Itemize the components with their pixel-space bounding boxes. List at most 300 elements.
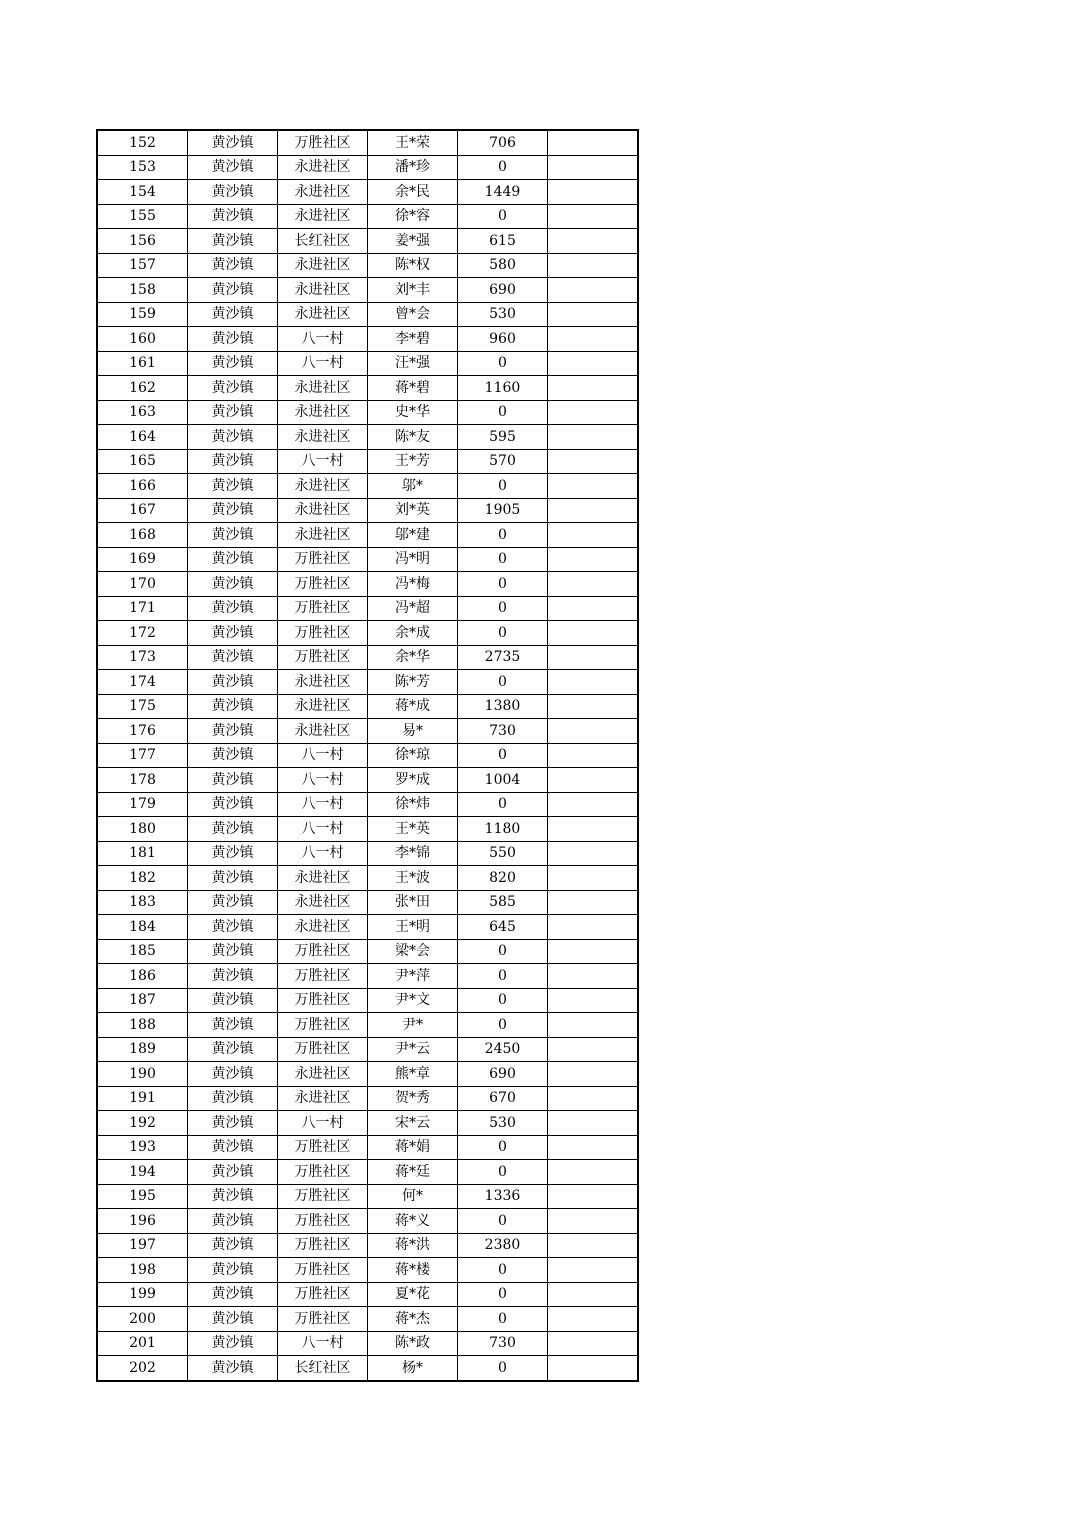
cell-remark bbox=[548, 204, 639, 229]
cell-town: 黄沙镇 bbox=[188, 915, 278, 940]
cell-town: 黄沙镇 bbox=[188, 1013, 278, 1038]
cell-amount: 595 bbox=[458, 425, 548, 450]
cell-remark bbox=[548, 621, 639, 646]
cell-amount: 0 bbox=[458, 1356, 548, 1381]
cell-seq: 189 bbox=[97, 1037, 188, 1062]
cell-amount: 2380 bbox=[458, 1233, 548, 1258]
cell-community: 永进社区 bbox=[278, 719, 368, 744]
table-row bbox=[97, 670, 638, 695]
cell-remark bbox=[548, 1062, 639, 1087]
cell-amount: 530 bbox=[458, 1111, 548, 1136]
cell-town: 黄沙镇 bbox=[188, 130, 278, 155]
cell-name: 熊*章 bbox=[368, 1062, 458, 1087]
cell-town: 黄沙镇 bbox=[188, 155, 278, 180]
cell-amount: 580 bbox=[458, 253, 548, 278]
cell-name: 冯*明 bbox=[368, 547, 458, 572]
cell-name: 蒋*义 bbox=[368, 1209, 458, 1234]
cell-community: 永进社区 bbox=[278, 498, 368, 523]
cell-remark bbox=[548, 792, 639, 817]
cell-name: 蒋*娟 bbox=[368, 1135, 458, 1160]
cell-remark bbox=[548, 400, 639, 425]
table-row bbox=[97, 130, 638, 155]
cell-seq: 162 bbox=[97, 376, 188, 401]
table-row bbox=[97, 1331, 638, 1356]
cell-seq: 160 bbox=[97, 327, 188, 352]
cell-name: 陈*政 bbox=[368, 1331, 458, 1356]
cell-seq: 197 bbox=[97, 1233, 188, 1258]
table-row bbox=[97, 351, 638, 376]
cell-seq: 200 bbox=[97, 1307, 188, 1332]
cell-community: 万胜社区 bbox=[278, 645, 368, 670]
cell-seq: 158 bbox=[97, 278, 188, 303]
cell-community: 八一村 bbox=[278, 351, 368, 376]
cell-seq: 183 bbox=[97, 890, 188, 915]
cell-seq: 187 bbox=[97, 988, 188, 1013]
cell-name: 蒋*成 bbox=[368, 694, 458, 719]
cell-community: 永进社区 bbox=[278, 890, 368, 915]
table-row bbox=[97, 376, 638, 401]
cell-remark bbox=[548, 547, 639, 572]
table-row bbox=[97, 1111, 638, 1136]
cell-remark bbox=[548, 817, 639, 842]
cell-town: 黄沙镇 bbox=[188, 547, 278, 572]
cell-amount: 0 bbox=[458, 547, 548, 572]
cell-community: 永进社区 bbox=[278, 302, 368, 327]
table-row bbox=[97, 1037, 638, 1062]
cell-town: 黄沙镇 bbox=[188, 253, 278, 278]
cell-remark bbox=[548, 841, 639, 866]
cell-name: 蒋*楼 bbox=[368, 1258, 458, 1283]
table-row bbox=[97, 768, 638, 793]
cell-name: 蒋*洪 bbox=[368, 1233, 458, 1258]
cell-seq: 165 bbox=[97, 449, 188, 474]
cell-name: 王*荣 bbox=[368, 130, 458, 155]
cell-amount: 0 bbox=[458, 474, 548, 499]
cell-name: 徐*炜 bbox=[368, 792, 458, 817]
cell-seq: 182 bbox=[97, 866, 188, 891]
cell-seq: 176 bbox=[97, 719, 188, 744]
cell-amount: 0 bbox=[458, 1307, 548, 1332]
cell-name: 张*田 bbox=[368, 890, 458, 915]
cell-seq: 163 bbox=[97, 400, 188, 425]
cell-amount: 0 bbox=[458, 1258, 548, 1283]
cell-amount: 0 bbox=[458, 1135, 548, 1160]
cell-name: 邬*建 bbox=[368, 523, 458, 548]
cell-remark bbox=[548, 1013, 639, 1038]
table-row bbox=[97, 1258, 638, 1283]
cell-name: 潘*珍 bbox=[368, 155, 458, 180]
cell-seq: 192 bbox=[97, 1111, 188, 1136]
cell-community: 万胜社区 bbox=[278, 964, 368, 989]
cell-community: 长红社区 bbox=[278, 1356, 368, 1381]
cell-name: 王*芳 bbox=[368, 449, 458, 474]
cell-remark bbox=[548, 449, 639, 474]
cell-town: 黄沙镇 bbox=[188, 474, 278, 499]
cell-amount: 1336 bbox=[458, 1184, 548, 1209]
cell-remark bbox=[548, 1184, 639, 1209]
cell-remark bbox=[548, 572, 639, 597]
cell-town: 黄沙镇 bbox=[188, 1062, 278, 1087]
table-row bbox=[97, 645, 638, 670]
cell-town: 黄沙镇 bbox=[188, 1086, 278, 1111]
table-row bbox=[97, 253, 638, 278]
cell-amount: 0 bbox=[458, 572, 548, 597]
cell-name: 陈*权 bbox=[368, 253, 458, 278]
cell-remark bbox=[548, 229, 639, 254]
cell-amount: 0 bbox=[458, 204, 548, 229]
cell-seq: 179 bbox=[97, 792, 188, 817]
table-row bbox=[97, 547, 638, 572]
cell-remark bbox=[548, 694, 639, 719]
cell-community: 万胜社区 bbox=[278, 1258, 368, 1283]
table-row bbox=[97, 474, 638, 499]
cell-amount: 530 bbox=[458, 302, 548, 327]
cell-town: 黄沙镇 bbox=[188, 1111, 278, 1136]
cell-name: 尹*萍 bbox=[368, 964, 458, 989]
cell-remark bbox=[548, 180, 639, 205]
table-row bbox=[97, 425, 638, 450]
table-row bbox=[97, 229, 638, 254]
cell-seq: 169 bbox=[97, 547, 188, 572]
cell-amount: 0 bbox=[458, 1209, 548, 1234]
cell-community: 永进社区 bbox=[278, 400, 368, 425]
cell-seq: 171 bbox=[97, 596, 188, 621]
cell-remark bbox=[548, 523, 639, 548]
cell-community: 万胜社区 bbox=[278, 1013, 368, 1038]
cell-town: 黄沙镇 bbox=[188, 866, 278, 891]
table-row bbox=[97, 278, 638, 303]
cell-town: 黄沙镇 bbox=[188, 523, 278, 548]
cell-community: 永进社区 bbox=[278, 694, 368, 719]
cell-town: 黄沙镇 bbox=[188, 890, 278, 915]
cell-remark bbox=[548, 866, 639, 891]
cell-amount: 615 bbox=[458, 229, 548, 254]
cell-town: 黄沙镇 bbox=[188, 768, 278, 793]
table-row bbox=[97, 302, 638, 327]
cell-town: 黄沙镇 bbox=[188, 1037, 278, 1062]
cell-town: 黄沙镇 bbox=[188, 180, 278, 205]
cell-community: 万胜社区 bbox=[278, 1282, 368, 1307]
cell-seq: 168 bbox=[97, 523, 188, 548]
cell-name: 李*锦 bbox=[368, 841, 458, 866]
cell-amount: 730 bbox=[458, 1331, 548, 1356]
table-row bbox=[97, 743, 638, 768]
cell-remark bbox=[548, 1037, 639, 1062]
cell-remark bbox=[548, 1331, 639, 1356]
cell-seq: 196 bbox=[97, 1209, 188, 1234]
cell-name: 贺*秀 bbox=[368, 1086, 458, 1111]
cell-remark bbox=[548, 1258, 639, 1283]
cell-town: 黄沙镇 bbox=[188, 621, 278, 646]
cell-seq: 194 bbox=[97, 1160, 188, 1185]
cell-town: 黄沙镇 bbox=[188, 939, 278, 964]
cell-amount: 0 bbox=[458, 621, 548, 646]
cell-amount: 670 bbox=[458, 1086, 548, 1111]
cell-community: 永进社区 bbox=[278, 180, 368, 205]
table-row bbox=[97, 866, 638, 891]
cell-town: 黄沙镇 bbox=[188, 229, 278, 254]
cell-community: 万胜社区 bbox=[278, 130, 368, 155]
table-row bbox=[97, 939, 638, 964]
cell-town: 黄沙镇 bbox=[188, 1356, 278, 1381]
cell-name: 刘*英 bbox=[368, 498, 458, 523]
cell-remark bbox=[548, 988, 639, 1013]
cell-remark bbox=[548, 596, 639, 621]
cell-remark bbox=[548, 327, 639, 352]
cell-name: 蒋*碧 bbox=[368, 376, 458, 401]
cell-remark bbox=[548, 964, 639, 989]
cell-community: 永进社区 bbox=[278, 915, 368, 940]
cell-town: 黄沙镇 bbox=[188, 964, 278, 989]
cell-community: 八一村 bbox=[278, 1331, 368, 1356]
cell-amount: 0 bbox=[458, 964, 548, 989]
cell-amount: 550 bbox=[458, 841, 548, 866]
cell-town: 黄沙镇 bbox=[188, 1233, 278, 1258]
cell-seq: 190 bbox=[97, 1062, 188, 1087]
cell-community: 万胜社区 bbox=[278, 1160, 368, 1185]
cell-remark bbox=[548, 1135, 639, 1160]
cell-seq: 161 bbox=[97, 351, 188, 376]
cell-name: 尹* bbox=[368, 1013, 458, 1038]
cell-name: 李*碧 bbox=[368, 327, 458, 352]
cell-seq: 154 bbox=[97, 180, 188, 205]
cell-name: 刘*丰 bbox=[368, 278, 458, 303]
cell-town: 黄沙镇 bbox=[188, 449, 278, 474]
cell-seq: 188 bbox=[97, 1013, 188, 1038]
cell-name: 徐*容 bbox=[368, 204, 458, 229]
table-row bbox=[97, 1307, 638, 1332]
cell-seq: 166 bbox=[97, 474, 188, 499]
cell-town: 黄沙镇 bbox=[188, 645, 278, 670]
table-row bbox=[97, 1233, 638, 1258]
cell-amount: 1380 bbox=[458, 694, 548, 719]
cell-community: 八一村 bbox=[278, 449, 368, 474]
cell-town: 黄沙镇 bbox=[188, 743, 278, 768]
cell-town: 黄沙镇 bbox=[188, 1184, 278, 1209]
cell-community: 永进社区 bbox=[278, 523, 368, 548]
cell-community: 永进社区 bbox=[278, 278, 368, 303]
cell-seq: 185 bbox=[97, 939, 188, 964]
cell-amount: 1004 bbox=[458, 768, 548, 793]
cell-amount: 645 bbox=[458, 915, 548, 940]
cell-name: 梁*会 bbox=[368, 939, 458, 964]
cell-amount: 0 bbox=[458, 351, 548, 376]
cell-community: 万胜社区 bbox=[278, 1037, 368, 1062]
cell-town: 黄沙镇 bbox=[188, 670, 278, 695]
cell-community: 永进社区 bbox=[278, 1086, 368, 1111]
cell-amount: 730 bbox=[458, 719, 548, 744]
cell-town: 黄沙镇 bbox=[188, 302, 278, 327]
table-row bbox=[97, 1160, 638, 1185]
cell-remark bbox=[548, 253, 639, 278]
cell-town: 黄沙镇 bbox=[188, 792, 278, 817]
cell-remark bbox=[548, 645, 639, 670]
cell-town: 黄沙镇 bbox=[188, 719, 278, 744]
cell-amount: 1160 bbox=[458, 376, 548, 401]
cell-name: 姜*强 bbox=[368, 229, 458, 254]
cell-town: 黄沙镇 bbox=[188, 1209, 278, 1234]
table-body bbox=[97, 130, 638, 1381]
cell-amount: 0 bbox=[458, 1282, 548, 1307]
cell-town: 黄沙镇 bbox=[188, 400, 278, 425]
cell-name: 陈*友 bbox=[368, 425, 458, 450]
cell-remark bbox=[548, 1086, 639, 1111]
cell-town: 黄沙镇 bbox=[188, 278, 278, 303]
cell-community: 万胜社区 bbox=[278, 1307, 368, 1332]
cell-remark bbox=[548, 939, 639, 964]
cell-name: 王*明 bbox=[368, 915, 458, 940]
cell-seq: 193 bbox=[97, 1135, 188, 1160]
table-row bbox=[97, 400, 638, 425]
cell-amount: 690 bbox=[458, 1062, 548, 1087]
cell-name: 尹*云 bbox=[368, 1037, 458, 1062]
cell-remark bbox=[548, 425, 639, 450]
cell-amount: 1905 bbox=[458, 498, 548, 523]
table-row bbox=[97, 1135, 638, 1160]
cell-amount: 2735 bbox=[458, 645, 548, 670]
table-row bbox=[97, 155, 638, 180]
cell-town: 黄沙镇 bbox=[188, 1307, 278, 1332]
cell-remark bbox=[548, 768, 639, 793]
cell-community: 八一村 bbox=[278, 817, 368, 842]
cell-town: 黄沙镇 bbox=[188, 988, 278, 1013]
cell-town: 黄沙镇 bbox=[188, 694, 278, 719]
cell-community: 永进社区 bbox=[278, 376, 368, 401]
cell-amount: 690 bbox=[458, 278, 548, 303]
cell-remark bbox=[548, 130, 639, 155]
cell-community: 永进社区 bbox=[278, 425, 368, 450]
cell-community: 永进社区 bbox=[278, 670, 368, 695]
table-row bbox=[97, 915, 638, 940]
cell-community: 万胜社区 bbox=[278, 547, 368, 572]
cell-remark bbox=[548, 719, 639, 744]
cell-amount: 570 bbox=[458, 449, 548, 474]
cell-amount: 0 bbox=[458, 988, 548, 1013]
table-row bbox=[97, 180, 638, 205]
cell-amount: 960 bbox=[458, 327, 548, 352]
cell-name: 蒋*廷 bbox=[368, 1160, 458, 1185]
cell-seq: 202 bbox=[97, 1356, 188, 1381]
table-row bbox=[97, 1062, 638, 1087]
cell-community: 万胜社区 bbox=[278, 1184, 368, 1209]
table-row bbox=[97, 890, 638, 915]
cell-name: 何* bbox=[368, 1184, 458, 1209]
table-row bbox=[97, 1013, 638, 1038]
table-row bbox=[97, 1356, 638, 1381]
cell-remark bbox=[548, 1307, 639, 1332]
cell-remark bbox=[548, 743, 639, 768]
cell-seq: 167 bbox=[97, 498, 188, 523]
cell-seq: 152 bbox=[97, 130, 188, 155]
cell-amount: 1180 bbox=[458, 817, 548, 842]
cell-remark bbox=[548, 351, 639, 376]
cell-community: 长红社区 bbox=[278, 229, 368, 254]
cell-name: 徐*琼 bbox=[368, 743, 458, 768]
cell-seq: 201 bbox=[97, 1331, 188, 1356]
cell-town: 黄沙镇 bbox=[188, 572, 278, 597]
cell-remark bbox=[548, 155, 639, 180]
cell-community: 八一村 bbox=[278, 743, 368, 768]
cell-community: 永进社区 bbox=[278, 253, 368, 278]
cell-town: 黄沙镇 bbox=[188, 498, 278, 523]
cell-seq: 177 bbox=[97, 743, 188, 768]
table-row bbox=[97, 621, 638, 646]
cell-name: 汪*强 bbox=[368, 351, 458, 376]
cell-name: 陈*芳 bbox=[368, 670, 458, 695]
cell-seq: 174 bbox=[97, 670, 188, 695]
cell-name: 余*华 bbox=[368, 645, 458, 670]
table-row bbox=[97, 817, 638, 842]
cell-community: 八一村 bbox=[278, 792, 368, 817]
cell-town: 黄沙镇 bbox=[188, 841, 278, 866]
cell-name: 曾*会 bbox=[368, 302, 458, 327]
cell-remark bbox=[548, 278, 639, 303]
cell-remark bbox=[548, 1356, 639, 1381]
cell-community: 永进社区 bbox=[278, 155, 368, 180]
cell-remark bbox=[548, 498, 639, 523]
cell-name: 杨* bbox=[368, 1356, 458, 1381]
cell-name: 余*成 bbox=[368, 621, 458, 646]
cell-seq: 184 bbox=[97, 915, 188, 940]
cell-town: 黄沙镇 bbox=[188, 1160, 278, 1185]
cell-amount: 2450 bbox=[458, 1037, 548, 1062]
cell-community: 万胜社区 bbox=[278, 939, 368, 964]
table-row bbox=[97, 964, 638, 989]
cell-seq: 178 bbox=[97, 768, 188, 793]
cell-name: 余*民 bbox=[368, 180, 458, 205]
cell-name: 宋*云 bbox=[368, 1111, 458, 1136]
cell-seq: 199 bbox=[97, 1282, 188, 1307]
cell-name: 史*华 bbox=[368, 400, 458, 425]
cell-name: 冯*梅 bbox=[368, 572, 458, 597]
cell-remark bbox=[548, 1209, 639, 1234]
table-row bbox=[97, 719, 638, 744]
cell-community: 八一村 bbox=[278, 841, 368, 866]
table-row bbox=[97, 523, 638, 548]
cell-name: 蒋*杰 bbox=[368, 1307, 458, 1332]
cell-seq: 159 bbox=[97, 302, 188, 327]
cell-amount: 585 bbox=[458, 890, 548, 915]
cell-remark bbox=[548, 1233, 639, 1258]
cell-community: 万胜社区 bbox=[278, 1135, 368, 1160]
cell-community: 八一村 bbox=[278, 1111, 368, 1136]
cell-seq: 156 bbox=[97, 229, 188, 254]
cell-seq: 198 bbox=[97, 1258, 188, 1283]
cell-name: 罗*成 bbox=[368, 768, 458, 793]
cell-remark bbox=[548, 376, 639, 401]
cell-seq: 173 bbox=[97, 645, 188, 670]
cell-amount: 0 bbox=[458, 743, 548, 768]
table-row bbox=[97, 792, 638, 817]
cell-amount: 706 bbox=[458, 130, 548, 155]
cell-town: 黄沙镇 bbox=[188, 596, 278, 621]
table-row bbox=[97, 1282, 638, 1307]
cell-town: 黄沙镇 bbox=[188, 204, 278, 229]
cell-remark bbox=[548, 670, 639, 695]
cell-seq: 180 bbox=[97, 817, 188, 842]
cell-community: 万胜社区 bbox=[278, 1209, 368, 1234]
cell-remark bbox=[548, 302, 639, 327]
cell-amount: 820 bbox=[458, 866, 548, 891]
table-row bbox=[97, 694, 638, 719]
cell-community: 万胜社区 bbox=[278, 572, 368, 597]
cell-amount: 0 bbox=[458, 670, 548, 695]
cell-remark bbox=[548, 1282, 639, 1307]
cell-town: 黄沙镇 bbox=[188, 425, 278, 450]
cell-seq: 157 bbox=[97, 253, 188, 278]
cell-town: 黄沙镇 bbox=[188, 1331, 278, 1356]
cell-seq: 186 bbox=[97, 964, 188, 989]
